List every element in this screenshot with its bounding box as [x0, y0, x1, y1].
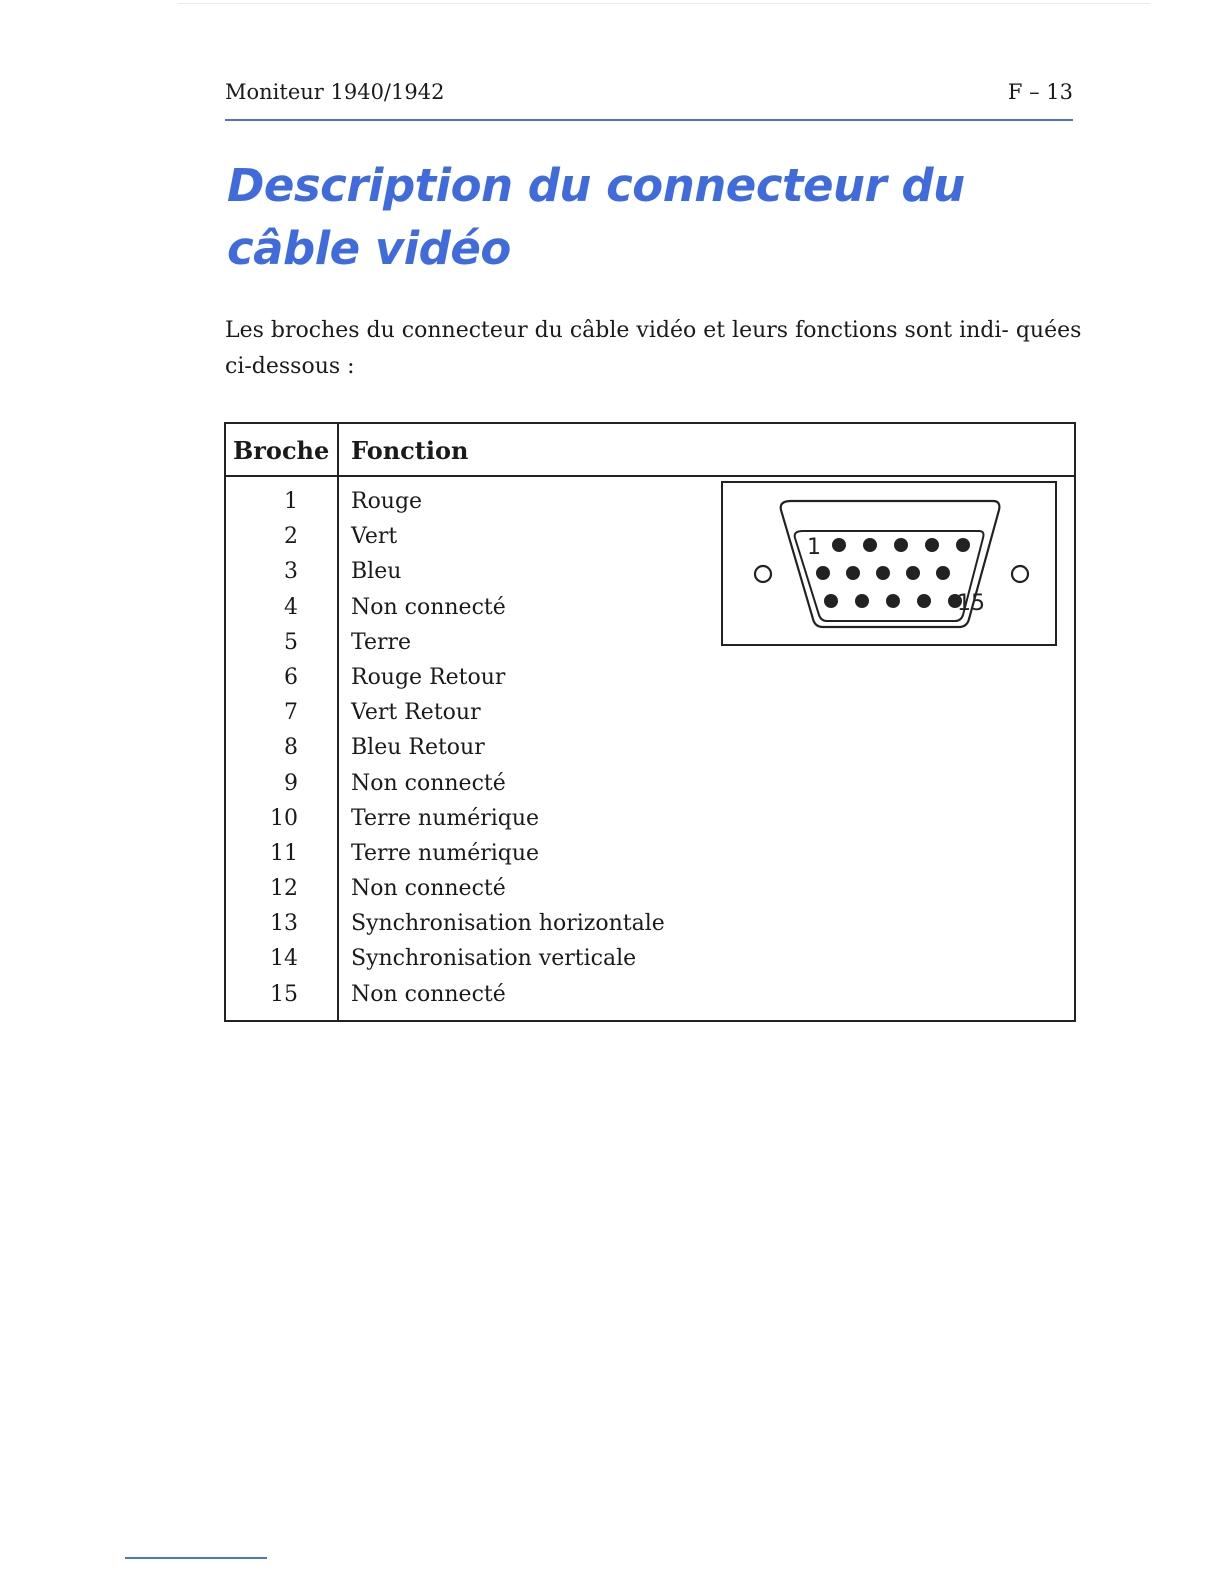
connector-pin-icon: [863, 538, 877, 552]
connector-pin-icon: [894, 538, 908, 552]
pin-function: Bleu Retour: [351, 735, 485, 761]
connector-pin-icon: [824, 594, 838, 608]
pin-function: Terre numérique: [351, 840, 540, 866]
header-divider: [226, 475, 1074, 477]
intro-paragraph: Les broches du connecteur du câble vidéo et leurs fonctions sont indi- quées ci-dessous :: [225, 318, 1082, 379]
pin-number: 11: [270, 840, 298, 866]
table-row: [226, 839, 1074, 874]
pin-number: 1: [284, 489, 298, 514]
connector-pin-icon: [917, 594, 931, 608]
pin-function: Synchronisation horizontale: [351, 911, 665, 937]
pin-number: 12: [270, 876, 298, 902]
mounting-hole-right-icon: [1012, 566, 1028, 582]
pin-function: Synchronisation verticale: [351, 946, 637, 972]
table-row: [226, 874, 1074, 909]
pin-label-last: 15: [957, 591, 985, 616]
pin-function: Vert Retour: [351, 700, 481, 726]
pin-number: 4: [284, 594, 298, 620]
header-model: Moniteur 1940/1942: [225, 80, 445, 104]
page-number: F – 13: [1007, 80, 1073, 104]
connector-pin-icon: [876, 566, 890, 580]
pin-number: 15: [270, 981, 298, 1007]
table-row: [226, 980, 1074, 1015]
pin-label-first: 1: [807, 535, 821, 560]
pin-function: Terre: [351, 629, 412, 655]
pin-function: Non connecté: [351, 981, 506, 1007]
header-rule: [225, 119, 1073, 121]
section-title: Description du connecteur du câble vidéo: [227, 159, 965, 275]
pin-function: Rouge Retour: [351, 664, 506, 690]
pin-number: 10: [270, 805, 298, 831]
pin-number: 9: [284, 770, 298, 796]
connector-pin-icon: [936, 566, 950, 580]
table-row: [226, 804, 1074, 839]
pin-function: Non connecté: [351, 876, 506, 902]
pin-number: 14: [270, 946, 298, 972]
pin-function: Non connecté: [351, 594, 506, 620]
connector-pin-icon: [816, 566, 830, 580]
footer-rule: [125, 1557, 267, 1559]
table-row: [226, 663, 1074, 698]
pin-number: 13: [270, 911, 298, 937]
connector-pins: [816, 538, 970, 608]
column-header-function: Fonction: [351, 436, 469, 465]
table-row: [226, 944, 1074, 979]
pin-number: 6: [284, 664, 298, 690]
pin-function: Terre numérique: [351, 805, 540, 831]
table-row: [226, 698, 1074, 733]
column-header-pin: Broche: [233, 436, 330, 465]
pin-number: 7: [284, 700, 298, 726]
pin-number: 8: [284, 735, 298, 761]
pin-function: Vert: [351, 524, 398, 550]
pin-function: Bleu: [351, 559, 402, 585]
page-top-edge: [178, 3, 1150, 4]
table-row: [226, 909, 1074, 944]
pin-function: Rouge: [351, 489, 423, 514]
connector-diagram: [721, 481, 1057, 646]
connector-pin-icon: [956, 538, 970, 552]
pin-function: Non connecté: [351, 770, 506, 796]
connector-pin-icon: [925, 538, 939, 552]
pin-number: 5: [284, 629, 298, 655]
connector-pin-icon: [846, 566, 860, 580]
table-row: [226, 733, 1074, 768]
connector-pin-icon: [832, 538, 846, 552]
pin-number: 3: [284, 559, 298, 585]
mounting-hole-left-icon: [755, 566, 771, 582]
page-header: [225, 80, 1073, 110]
pin-number: 2: [284, 524, 298, 550]
vga-connector-icon: [723, 483, 1055, 644]
connector-pin-icon: [886, 594, 900, 608]
table-row: [226, 769, 1074, 804]
connector-pin-icon: [855, 594, 869, 608]
connector-pin-icon: [906, 566, 920, 580]
